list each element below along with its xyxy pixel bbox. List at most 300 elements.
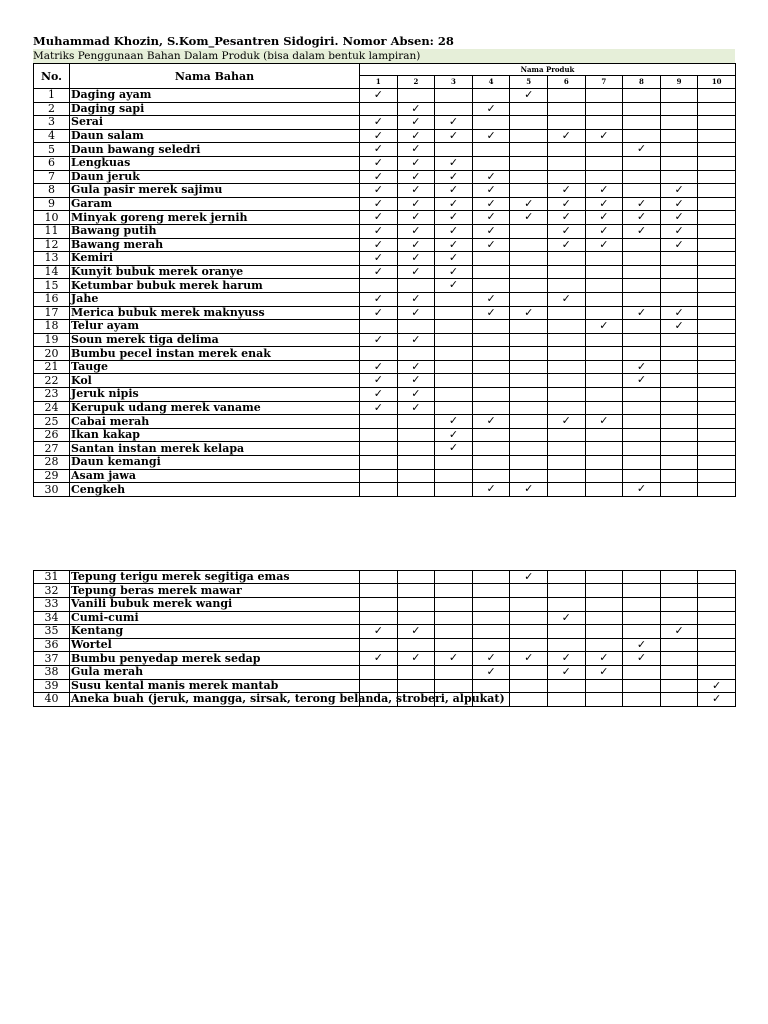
checkmark-icon: ✓: [397, 265, 435, 279]
empty-cell: [510, 374, 548, 388]
row-number: 7: [34, 170, 70, 184]
checkmark-icon: ✓: [360, 388, 398, 402]
ingredient-name-text: Tepung beras merek mawar: [71, 583, 242, 597]
table-row: [34, 428, 736, 442]
empty-cell: [585, 265, 623, 279]
checkmark-icon: ✓: [360, 306, 398, 320]
empty-cell: [360, 469, 398, 483]
empty-cell: [472, 611, 510, 625]
checkmark-icon: ✓: [360, 156, 398, 170]
empty-cell: [585, 428, 623, 442]
row-number: 11: [34, 224, 70, 238]
checkmark-icon: ✓: [360, 252, 398, 266]
checkmark-icon: ✓: [397, 211, 435, 225]
empty-cell: [435, 360, 473, 374]
empty-cell: [435, 347, 473, 361]
empty-cell: [660, 570, 698, 584]
empty-cell: [623, 320, 661, 334]
table-row: [34, 360, 736, 374]
empty-cell: [397, 279, 435, 293]
empty-cell: [623, 279, 661, 293]
empty-cell: [660, 129, 698, 143]
ingredient-name: [70, 184, 360, 198]
row-number: 10: [34, 211, 70, 225]
empty-cell: [660, 292, 698, 306]
empty-cell: [585, 456, 623, 470]
empty-cell: [547, 570, 585, 584]
checkmark-icon: ✓: [397, 374, 435, 388]
ingredient-name: [70, 692, 505, 707]
checkmark-icon: ✓: [360, 116, 398, 130]
empty-cell: [472, 360, 510, 374]
empty-cell: [472, 252, 510, 266]
checkmark-icon: ✓: [435, 224, 473, 238]
empty-cell: [698, 570, 736, 584]
empty-cell: [660, 252, 698, 266]
checkmark-icon: ✓: [472, 129, 510, 143]
ingredient-name-text: Aneka buah (jeruk, mangga, sirsak, terong belanda, stroberi, alpukat): [71, 692, 505, 706]
ingredient-name-text: Tepung terigu merek segitiga emas: [71, 570, 290, 584]
empty-cell: [660, 401, 698, 415]
row-number: 36: [34, 638, 70, 652]
ingredient-name-text: Vanili bubuk merek wangi: [71, 597, 233, 611]
empty-cell: [397, 320, 435, 334]
empty-cell: [547, 143, 585, 157]
ingredient-name-text: Asam jawa: [71, 468, 137, 482]
checkmark-icon: ✓: [397, 252, 435, 266]
empty-cell: [698, 211, 736, 225]
empty-cell: [698, 625, 736, 639]
checkmark-icon: ✓: [360, 374, 398, 388]
empty-cell: [472, 456, 510, 470]
empty-cell: [585, 170, 623, 184]
empty-cell: [698, 456, 736, 470]
empty-cell: [623, 625, 661, 639]
table-row: [34, 625, 736, 639]
ingredient-name-text: Kol: [71, 373, 92, 387]
ingredient-name-text: Telur ayam: [71, 319, 140, 333]
checkmark-icon: ✓: [397, 197, 435, 211]
row-number: 8: [34, 184, 70, 198]
empty-cell: [698, 170, 736, 184]
empty-cell: [660, 374, 698, 388]
empty-cell: [510, 320, 548, 334]
empty-cell: [585, 333, 623, 347]
empty-cell: [623, 415, 661, 429]
ingredient-name-text: Serai: [71, 115, 104, 129]
empty-cell: [660, 483, 698, 497]
empty-cell: [585, 570, 623, 584]
empty-cell: [510, 665, 548, 679]
empty-cell: [510, 292, 548, 306]
ingredient-name: [70, 129, 360, 143]
empty-cell: [623, 598, 661, 612]
row-number: 30: [34, 483, 70, 497]
empty-cell: [435, 665, 473, 679]
empty-cell: [698, 428, 736, 442]
empty-cell: [360, 102, 398, 116]
ingredient-name-text: Daging ayam: [71, 88, 152, 102]
checkmark-icon: ✓: [397, 143, 435, 157]
ingredient-name-text: Wortel: [71, 638, 112, 652]
empty-cell: [547, 374, 585, 388]
empty-cell: [435, 679, 473, 693]
checkmark-icon: ✓: [547, 292, 585, 306]
ingredient-name-text: Jahe: [71, 292, 99, 306]
ingredient-name: [70, 347, 360, 361]
empty-cell: [360, 665, 398, 679]
table-row: [34, 570, 736, 584]
empty-cell: [585, 102, 623, 116]
checkmark-icon: ✓: [472, 184, 510, 198]
checkmark-icon: ✓: [435, 156, 473, 170]
empty-cell: [397, 611, 435, 625]
empty-cell: [547, 442, 585, 456]
empty-cell: [360, 570, 398, 584]
empty-cell: [623, 292, 661, 306]
table-row: [34, 598, 736, 612]
ingredient-name-text: Kentang: [71, 624, 124, 638]
empty-cell: [435, 584, 473, 598]
empty-cell: [698, 306, 736, 320]
page-subtitle: Matriks Penggunaan Bahan Dalam Produk (bisa dalam bentuk lampiran): [33, 49, 735, 63]
row-number: 40: [34, 693, 70, 707]
empty-cell: [585, 306, 623, 320]
empty-cell: [472, 116, 510, 130]
row-number: 13: [34, 252, 70, 266]
empty-cell: [623, 129, 661, 143]
row-number: 6: [34, 156, 70, 170]
checkmark-icon: ✓: [397, 306, 435, 320]
table-row: [34, 415, 736, 429]
product-number-header: 5: [510, 76, 548, 89]
empty-cell: [623, 428, 661, 442]
checkmark-icon: ✓: [472, 306, 510, 320]
empty-cell: [585, 374, 623, 388]
row-number: 12: [34, 238, 70, 252]
ingredient-name-text: Cabai merah: [71, 414, 150, 428]
empty-cell: [472, 428, 510, 442]
empty-cell: [547, 102, 585, 116]
empty-cell: [547, 625, 585, 639]
row-number: 15: [34, 279, 70, 293]
table-row: [34, 306, 736, 320]
checkmark-icon: ✓: [623, 211, 661, 225]
empty-cell: [585, 401, 623, 415]
checkmark-icon: ✓: [623, 197, 661, 211]
checkmark-icon: ✓: [698, 693, 736, 707]
row-number: 19: [34, 333, 70, 347]
empty-cell: [547, 170, 585, 184]
empty-cell: [585, 483, 623, 497]
empty-cell: [698, 143, 736, 157]
ingredient-name-text: Minyak goreng merek jernih: [71, 210, 248, 224]
empty-cell: [510, 456, 548, 470]
ingredient-name-text: Santan instan merek kelapa: [71, 441, 245, 455]
ingredient-name: [70, 652, 360, 666]
empty-cell: [397, 347, 435, 361]
empty-cell: [397, 469, 435, 483]
ingredient-name: [70, 89, 360, 103]
checkmark-icon: ✓: [397, 170, 435, 184]
empty-cell: [660, 156, 698, 170]
header-ingredient-name: Nama Bahan: [70, 64, 360, 89]
empty-cell: [472, 279, 510, 293]
checkmark-icon: ✓: [585, 665, 623, 679]
table-row: [34, 456, 736, 470]
ingredient-name: [70, 143, 360, 157]
checkmark-icon: ✓: [435, 442, 473, 456]
checkmark-icon: ✓: [397, 102, 435, 116]
ingredient-name: [70, 415, 360, 429]
checkmark-icon: ✓: [660, 320, 698, 334]
checkmark-icon: ✓: [472, 665, 510, 679]
empty-cell: [435, 388, 473, 402]
checkmark-icon: ✓: [435, 184, 473, 198]
empty-cell: [623, 584, 661, 598]
empty-cell: [585, 116, 623, 130]
table-row: [34, 102, 736, 116]
empty-cell: [510, 401, 548, 415]
empty-cell: [435, 292, 473, 306]
empty-cell: [547, 360, 585, 374]
checkmark-icon: ✓: [547, 611, 585, 625]
ingredient-name-text: Gula pasir merek sajimu: [71, 183, 223, 197]
empty-cell: [360, 442, 398, 456]
empty-cell: [360, 347, 398, 361]
empty-cell: [547, 306, 585, 320]
empty-cell: [547, 638, 585, 652]
ingredient-name: [70, 388, 360, 402]
checkmark-icon: ✓: [472, 211, 510, 225]
row-number: 3: [34, 116, 70, 130]
ingredient-name-text: Bawang putih: [71, 224, 157, 238]
checkmark-icon: ✓: [547, 211, 585, 225]
empty-cell: [623, 238, 661, 252]
checkmark-icon: ✓: [510, 211, 548, 225]
row-number: 29: [34, 469, 70, 483]
empty-cell: [472, 469, 510, 483]
empty-cell: [435, 570, 473, 584]
checkmark-icon: ✓: [472, 238, 510, 252]
table-row: [34, 638, 736, 652]
table-row: [34, 320, 736, 334]
empty-cell: [585, 584, 623, 598]
product-number-header: 6: [547, 76, 585, 89]
checkmark-icon: ✓: [397, 129, 435, 143]
empty-cell: [547, 483, 585, 497]
checkmark-icon: ✓: [472, 102, 510, 116]
empty-cell: [547, 265, 585, 279]
empty-cell: [698, 598, 736, 612]
empty-cell: [397, 428, 435, 442]
checkmark-icon: ✓: [585, 238, 623, 252]
table-row: [34, 611, 736, 625]
empty-cell: [585, 252, 623, 266]
empty-cell: [585, 442, 623, 456]
empty-cell: [698, 279, 736, 293]
checkmark-icon: ✓: [360, 184, 398, 198]
ingredient-name-text: Jeruk nipis: [71, 387, 139, 401]
checkmark-icon: ✓: [472, 224, 510, 238]
checkmark-icon: ✓: [698, 679, 736, 693]
empty-cell: [547, 388, 585, 402]
checkmark-icon: ✓: [360, 265, 398, 279]
row-number: 33: [34, 598, 70, 612]
checkmark-icon: ✓: [623, 224, 661, 238]
empty-cell: [510, 224, 548, 238]
empty-cell: [698, 116, 736, 130]
row-number: 37: [34, 652, 70, 666]
ingredient-name: [70, 292, 360, 306]
empty-cell: [547, 401, 585, 415]
ingredient-name-text: Daun kemangi: [71, 455, 161, 469]
empty-cell: [660, 693, 698, 707]
checkmark-icon: ✓: [510, 197, 548, 211]
empty-cell: [510, 360, 548, 374]
empty-cell: [623, 611, 661, 625]
product-number-header: 9: [660, 76, 698, 89]
row-number: 1: [34, 89, 70, 103]
empty-cell: [435, 469, 473, 483]
checkmark-icon: ✓: [585, 415, 623, 429]
empty-cell: [585, 679, 623, 693]
checkmark-icon: ✓: [472, 652, 510, 666]
row-number: 27: [34, 442, 70, 456]
empty-cell: [623, 469, 661, 483]
ingredient-name: [70, 570, 360, 584]
row-number: 32: [34, 584, 70, 598]
checkmark-icon: ✓: [660, 238, 698, 252]
empty-cell: [623, 347, 661, 361]
empty-cell: [623, 679, 661, 693]
empty-cell: [660, 679, 698, 693]
empty-cell: [547, 469, 585, 483]
empty-cell: [510, 238, 548, 252]
row-number: 38: [34, 665, 70, 679]
checkmark-icon: ✓: [623, 638, 661, 652]
empty-cell: [510, 625, 548, 639]
table-row: [34, 333, 736, 347]
page-title: Muhammad Khozin, S.Kom_Pesantren Sidogiri. Nomor Absen: 28: [33, 34, 454, 48]
empty-cell: [435, 611, 473, 625]
ingredient-name: [70, 360, 360, 374]
empty-cell: [698, 347, 736, 361]
row-number: 17: [34, 306, 70, 320]
empty-cell: [660, 143, 698, 157]
checkmark-icon: ✓: [397, 401, 435, 415]
empty-cell: [472, 265, 510, 279]
table-row: [34, 143, 736, 157]
checkmark-icon: ✓: [397, 333, 435, 347]
row-number: 22: [34, 374, 70, 388]
ingredient-name: [70, 456, 360, 470]
empty-cell: [547, 347, 585, 361]
checkmark-icon: ✓: [547, 652, 585, 666]
row-number: 34: [34, 611, 70, 625]
checkmark-icon: ✓: [397, 156, 435, 170]
table-row: [34, 401, 736, 415]
table-row: [34, 279, 736, 293]
empty-cell: [360, 320, 398, 334]
ingredient-name-text: Lengkuas: [71, 156, 131, 170]
header-no: No.: [34, 64, 70, 89]
empty-cell: [585, 638, 623, 652]
ingredient-name-text: Tauge: [71, 360, 108, 374]
empty-cell: [623, 252, 661, 266]
empty-cell: [585, 292, 623, 306]
empty-cell: [585, 693, 623, 707]
empty-cell: [660, 611, 698, 625]
ingredient-name: [70, 211, 360, 225]
ingredient-name: [70, 598, 360, 612]
row-number: 31: [34, 570, 70, 584]
ingredient-name: [70, 469, 360, 483]
ingredient-name-text: Soun merek tiga delima: [71, 332, 219, 346]
empty-cell: [698, 252, 736, 266]
checkmark-icon: ✓: [472, 292, 510, 306]
empty-cell: [547, 428, 585, 442]
empty-cell: [547, 116, 585, 130]
ingredient-name-text: Merica bubuk merek maknyuss: [71, 305, 265, 319]
checkmark-icon: ✓: [660, 197, 698, 211]
checkmark-icon: ✓: [435, 116, 473, 130]
ingredient-name-text: Daun jeruk: [71, 169, 140, 183]
empty-cell: [435, 143, 473, 157]
empty-cell: [698, 292, 736, 306]
empty-cell: [360, 483, 398, 497]
ingredient-name: [70, 170, 360, 184]
ingredient-name: [70, 279, 360, 293]
ingredient-name-text: Kunyit bubuk merek oranye: [71, 265, 244, 279]
empty-cell: [510, 252, 548, 266]
empty-cell: [547, 279, 585, 293]
empty-cell: [698, 611, 736, 625]
row-number: 28: [34, 456, 70, 470]
empty-cell: [435, 333, 473, 347]
empty-cell: [698, 265, 736, 279]
empty-cell: [623, 102, 661, 116]
table-body-part2: [34, 570, 736, 706]
checkmark-icon: ✓: [360, 89, 398, 103]
empty-cell: [510, 679, 548, 693]
ingredient-name: [70, 374, 360, 388]
empty-cell: [510, 279, 548, 293]
empty-cell: [360, 415, 398, 429]
row-number: 35: [34, 625, 70, 639]
ingredient-name-text: Daun salam: [71, 129, 144, 143]
checkmark-icon: ✓: [397, 652, 435, 666]
empty-cell: [472, 598, 510, 612]
row-number: 21: [34, 360, 70, 374]
checkmark-icon: ✓: [623, 306, 661, 320]
empty-cell: [698, 415, 736, 429]
empty-cell: [435, 456, 473, 470]
empty-cell: [698, 333, 736, 347]
empty-cell: [510, 143, 548, 157]
table-row: [34, 693, 736, 707]
ingredient-name-text: Cengkeh: [71, 482, 126, 496]
empty-cell: [698, 102, 736, 116]
checkmark-icon: ✓: [435, 170, 473, 184]
row-number: 20: [34, 347, 70, 361]
empty-cell: [510, 693, 548, 707]
checkmark-icon: ✓: [397, 388, 435, 402]
ingredient-name: [70, 320, 360, 334]
ingredient-name: [70, 252, 360, 266]
empty-cell: [510, 333, 548, 347]
ingredients-matrix-table: [33, 63, 736, 497]
